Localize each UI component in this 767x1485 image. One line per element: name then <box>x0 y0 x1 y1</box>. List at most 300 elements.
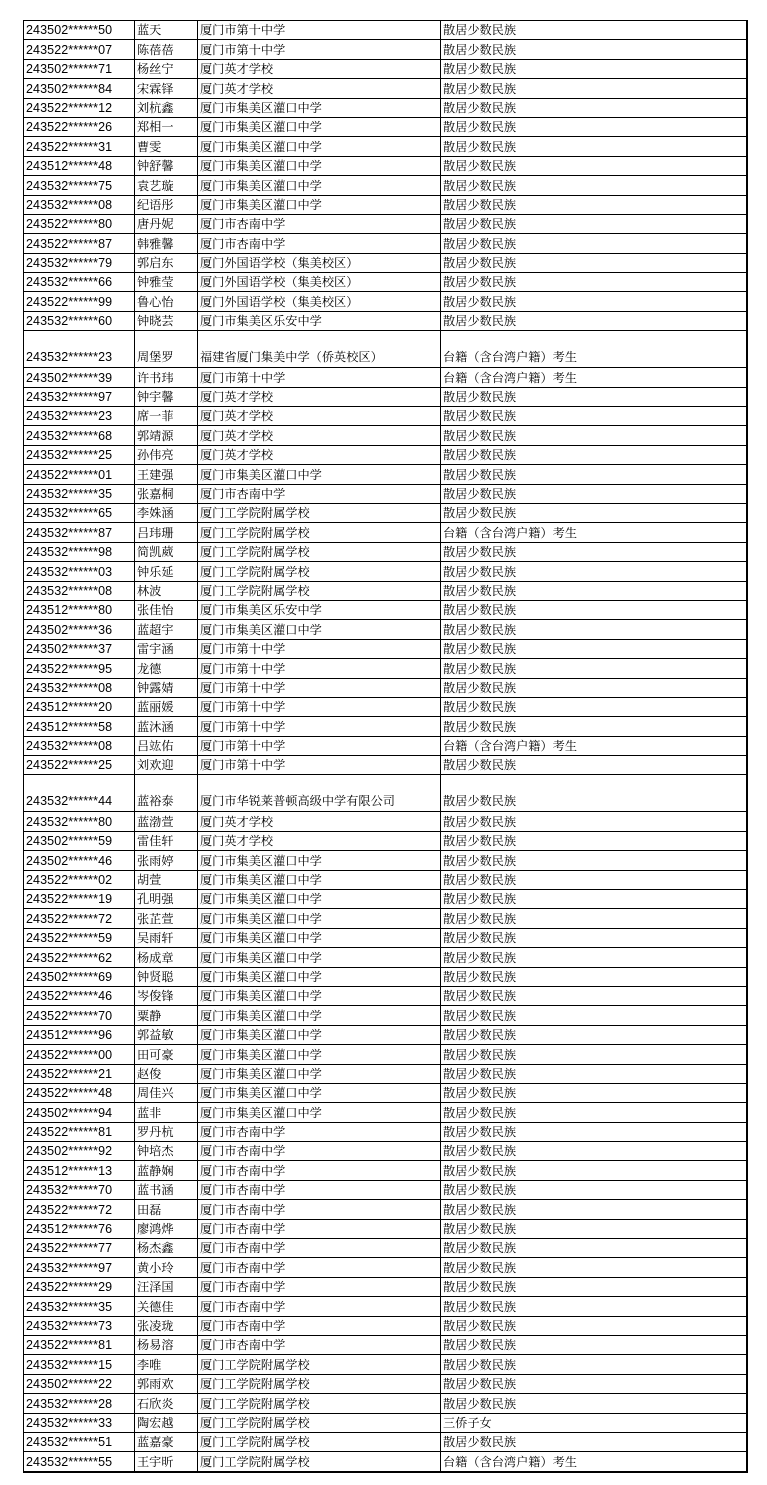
table-row <box>24 717 747 736</box>
table-row <box>24 523 747 542</box>
category-cell: 散居少数民族 <box>441 253 747 272</box>
school-name-cell: 厦门市杏南中学 <box>198 1336 441 1355</box>
student-id-cell: 243522******48 <box>24 1083 135 1102</box>
student-id-cell: 243502******22 <box>24 1374 135 1393</box>
student-name-cell: 蓝静娴 <box>135 1161 198 1180</box>
school-name-cell: 厦门市第十中学 <box>198 697 441 716</box>
school-name-cell: 厦门市集美区灌口中学 <box>198 195 441 214</box>
student-name-cell: 李姝涵 <box>135 503 198 522</box>
school-name-cell: 厦门市集美区灌口中学 <box>198 465 441 484</box>
table-row <box>24 1394 747 1413</box>
category-cell: 散居少数民族 <box>441 465 747 484</box>
school-name-cell: 厦门市集美区灌口中学 <box>198 1006 441 1025</box>
school-name-cell: 厦门市第十中学 <box>198 21 441 40</box>
category-cell: 散居少数民族 <box>441 1122 747 1141</box>
table-row <box>24 98 747 117</box>
table-row <box>24 986 747 1005</box>
student-name-cell: 石欣炎 <box>135 1394 198 1413</box>
student-name-cell: 钟培杰 <box>135 1142 198 1161</box>
table-row <box>24 387 747 406</box>
student-name-cell: 周佳兴 <box>135 1083 198 1102</box>
school-name-cell: 厦门英才学校 <box>198 79 441 98</box>
category-cell: 散居少数民族 <box>441 1006 747 1025</box>
table-row <box>24 426 747 445</box>
student-name-cell: 罗丹杭 <box>135 1122 198 1141</box>
student-name-cell: 简凯葳 <box>135 542 198 561</box>
school-name-cell: 厦门外国语学校（集美校区） <box>198 253 441 272</box>
school-name-cell: 厦门市集美区灌口中学 <box>198 117 441 136</box>
table-row <box>24 775 747 812</box>
school-name-cell: 厦门市集美区乐安中学 <box>198 311 441 330</box>
student-id-cell: 243522******31 <box>24 137 135 156</box>
student-name-cell: 廖鸿烨 <box>135 1219 198 1238</box>
student-id-cell: 243522******12 <box>24 98 135 117</box>
table-row <box>24 1374 747 1393</box>
category-cell: 散居少数民族 <box>441 890 747 909</box>
school-name-cell: 厦门工学院附属学校 <box>198 523 441 542</box>
school-name-cell: 厦门市集美区灌口中学 <box>198 986 441 1005</box>
table-row <box>24 831 747 850</box>
school-name-cell: 厦门英才学校 <box>198 59 441 78</box>
table-row <box>24 503 747 522</box>
school-name-cell: 厦门英才学校 <box>198 812 441 831</box>
school-name-cell: 厦门市第十中学 <box>198 368 441 387</box>
student-id-cell: 243532******79 <box>24 253 135 272</box>
category-cell: 散居少数民族 <box>441 620 747 639</box>
table-row <box>24 1413 747 1432</box>
student-name-cell: 岑俊锋 <box>135 986 198 1005</box>
school-name-cell: 厦门市杏南中学 <box>198 1180 441 1199</box>
school-name-cell: 厦门市第十中学 <box>198 639 441 658</box>
school-name-cell: 厦门市第十中学 <box>198 717 441 736</box>
student-name-cell: 袁艺璇 <box>135 176 198 195</box>
student-id-cell: 243512******13 <box>24 1161 135 1180</box>
student-name-cell: 张雨婷 <box>135 851 198 870</box>
category-cell: 散居少数民族 <box>441 851 747 870</box>
student-id-cell: 243512******96 <box>24 1025 135 1044</box>
school-name-cell: 厦门市集美区灌口中学 <box>198 967 441 986</box>
category-cell: 散居少数民族 <box>441 137 747 156</box>
student-name-cell: 蓝嘉豪 <box>135 1432 198 1451</box>
table-row <box>24 465 747 484</box>
roster-table <box>23 20 748 1473</box>
school-name-cell: 厦门市集美区灌口中学 <box>198 1083 441 1102</box>
student-id-cell: 243502******36 <box>24 620 135 639</box>
school-name-cell: 厦门英才学校 <box>198 445 441 464</box>
category-cell: 散居少数民族 <box>441 1258 747 1277</box>
student-name-cell: 孔明强 <box>135 890 198 909</box>
student-name-cell: 蓝沐涵 <box>135 717 198 736</box>
student-id-cell: 243522******72 <box>24 909 135 928</box>
category-cell: 散居少数民族 <box>441 117 747 136</box>
student-id-cell: 243532******08 <box>24 195 135 214</box>
table-row <box>24 195 747 214</box>
student-name-cell: 宋霖铎 <box>135 79 198 98</box>
table-row <box>24 736 747 755</box>
table-row <box>24 1200 747 1219</box>
table-row <box>24 1045 747 1064</box>
student-id-cell: 243522******72 <box>24 1200 135 1219</box>
table-row <box>24 176 747 195</box>
school-name-cell: 厦门市集美区灌口中学 <box>198 620 441 639</box>
student-id-cell: 243522******02 <box>24 870 135 889</box>
student-id-cell: 243522******29 <box>24 1277 135 1296</box>
table-row <box>24 620 747 639</box>
student-id-cell: 243522******70 <box>24 1006 135 1025</box>
table-row <box>24 484 747 503</box>
student-id-cell: 243532******23 <box>24 407 135 426</box>
student-name-cell: 陈蓓蓓 <box>135 40 198 59</box>
school-name-cell: 厦门工学院附属学校 <box>198 1452 441 1472</box>
table-row <box>24 870 747 889</box>
student-id-cell: 243532******23 <box>24 331 135 368</box>
student-id-cell: 243522******59 <box>24 928 135 947</box>
category-cell: 散居少数民族 <box>441 1432 747 1451</box>
school-name-cell: 厦门市杏南中学 <box>198 1297 441 1316</box>
table-row <box>24 368 747 387</box>
student-id-cell: 243522******80 <box>24 214 135 233</box>
student-id-cell: 243532******66 <box>24 273 135 292</box>
category-cell: 散居少数民族 <box>441 1200 747 1219</box>
student-name-cell: 蓝书涵 <box>135 1180 198 1199</box>
school-name-cell: 厦门市第十中学 <box>198 40 441 59</box>
school-name-cell: 厦门工学院附属学校 <box>198 503 441 522</box>
table-row <box>24 1258 747 1277</box>
student-name-cell: 张芷萱 <box>135 909 198 928</box>
category-cell: 散居少数民族 <box>441 98 747 117</box>
table-row <box>24 273 747 292</box>
student-id-cell: 243522******99 <box>24 292 135 311</box>
student-id-cell: 243522******21 <box>24 1064 135 1083</box>
school-name-cell: 厦门市杏南中学 <box>198 214 441 233</box>
table-row <box>24 812 747 831</box>
school-name-cell: 厦门市第十中学 <box>198 756 441 775</box>
school-name-cell: 厦门市杏南中学 <box>198 1142 441 1161</box>
student-id-cell: 243522******00 <box>24 1045 135 1064</box>
school-name-cell: 厦门市杏南中学 <box>198 1200 441 1219</box>
student-name-cell: 吕玮珊 <box>135 523 198 542</box>
category-cell: 散居少数民族 <box>441 1142 747 1161</box>
category-cell: 散居少数民族 <box>441 948 747 967</box>
category-cell: 散居少数民族 <box>441 407 747 426</box>
category-cell: 散居少数民族 <box>441 678 747 697</box>
table-row <box>24 331 747 368</box>
category-cell: 散居少数民族 <box>441 1336 747 1355</box>
student-id-cell: 243532******97 <box>24 1258 135 1277</box>
school-name-cell: 厦门英才学校 <box>198 407 441 426</box>
student-name-cell: 郭启东 <box>135 253 198 272</box>
category-cell: 台籍（含台湾户籍）考生 <box>441 736 747 755</box>
student-id-cell: 243532******35 <box>24 484 135 503</box>
table-row <box>24 59 747 78</box>
table-row <box>24 117 747 136</box>
school-name-cell: 厦门市杏南中学 <box>198 1122 441 1141</box>
category-cell: 散居少数民族 <box>441 639 747 658</box>
table-row <box>24 234 747 253</box>
student-id-cell: 243502******39 <box>24 368 135 387</box>
student-id-cell: 243532******55 <box>24 1452 135 1472</box>
table-row <box>24 948 747 967</box>
category-cell: 散居少数民族 <box>441 1316 747 1335</box>
table-row <box>24 756 747 775</box>
table-row <box>24 1006 747 1025</box>
table-row <box>24 156 747 175</box>
student-name-cell: 张佳怡 <box>135 600 198 619</box>
school-name-cell: 厦门市集美区灌口中学 <box>198 928 441 947</box>
school-name-cell: 福建省厦门集美中学（侨英校区） <box>198 331 441 368</box>
student-id-cell: 243522******25 <box>24 756 135 775</box>
student-name-cell: 黄小玲 <box>135 1258 198 1277</box>
student-name-cell: 纪语彤 <box>135 195 198 214</box>
table-row <box>24 1161 747 1180</box>
student-id-cell: 243502******59 <box>24 831 135 850</box>
table-row <box>24 1316 747 1335</box>
student-name-cell: 雷佳轩 <box>135 831 198 850</box>
student-id-cell: 243502******94 <box>24 1103 135 1122</box>
category-cell: 散居少数民族 <box>441 1025 747 1044</box>
table-row <box>24 311 747 330</box>
student-name-cell: 刘杭鑫 <box>135 98 198 117</box>
table-row <box>24 292 747 311</box>
category-cell: 散居少数民族 <box>441 195 747 214</box>
student-name-cell: 钟露婧 <box>135 678 198 697</box>
category-cell: 三侨子女 <box>441 1413 747 1432</box>
student-id-cell: 243522******77 <box>24 1239 135 1258</box>
table-row <box>24 659 747 678</box>
table-row <box>24 1064 747 1083</box>
table-row <box>24 890 747 909</box>
student-id-cell: 243532******33 <box>24 1413 135 1432</box>
student-name-cell: 孙伟亮 <box>135 445 198 464</box>
category-cell: 散居少数民族 <box>441 426 747 445</box>
school-name-cell: 厦门英才学校 <box>198 387 441 406</box>
table-row <box>24 1452 747 1472</box>
student-id-cell: 243512******20 <box>24 697 135 716</box>
table-row <box>24 1103 747 1122</box>
school-name-cell: 厦门工学院附属学校 <box>198 1413 441 1432</box>
category-cell: 散居少数民族 <box>441 831 747 850</box>
category-cell: 台籍（含台湾户籍）考生 <box>441 331 747 368</box>
student-id-cell: 243502******92 <box>24 1142 135 1161</box>
table-row <box>24 562 747 581</box>
student-name-cell: 钟贤聪 <box>135 967 198 986</box>
category-cell: 散居少数民族 <box>441 1277 747 1296</box>
student-name-cell: 赵俊 <box>135 1064 198 1083</box>
student-name-cell: 郭靖源 <box>135 426 198 445</box>
student-id-cell: 243502******69 <box>24 967 135 986</box>
category-cell: 散居少数民族 <box>441 503 747 522</box>
table-row <box>24 851 747 870</box>
category-cell: 散居少数民族 <box>441 909 747 928</box>
category-cell: 散居少数民族 <box>441 1180 747 1199</box>
student-name-cell: 郭益敏 <box>135 1025 198 1044</box>
table-row <box>24 407 747 426</box>
student-id-cell: 243532******68 <box>24 426 135 445</box>
category-cell: 散居少数民族 <box>441 1219 747 1238</box>
student-name-cell: 王建强 <box>135 465 198 484</box>
category-cell: 散居少数民族 <box>441 59 747 78</box>
student-id-cell: 243512******80 <box>24 600 135 619</box>
student-name-cell: 蓝非 <box>135 1103 198 1122</box>
student-name-cell: 唐丹妮 <box>135 214 198 233</box>
student-name-cell: 钟舒馨 <box>135 156 198 175</box>
school-name-cell: 厦门工学院附属学校 <box>198 1394 441 1413</box>
student-id-cell: 243522******07 <box>24 40 135 59</box>
school-name-cell: 厦门市集美区灌口中学 <box>198 98 441 117</box>
category-cell: 散居少数民族 <box>441 756 747 775</box>
school-name-cell: 厦门市集美区灌口中学 <box>198 1045 441 1064</box>
student-name-cell: 曹雯 <box>135 137 198 156</box>
student-name-cell: 龙德 <box>135 659 198 678</box>
school-name-cell: 厦门市集美区灌口中学 <box>198 1025 441 1044</box>
category-cell: 散居少数民族 <box>441 717 747 736</box>
category-cell: 散居少数民族 <box>441 1374 747 1393</box>
school-name-cell: 厦门市集美区灌口中学 <box>198 948 441 967</box>
category-cell: 散居少数民族 <box>441 273 747 292</box>
table-row <box>24 445 747 464</box>
school-name-cell: 厦门市集美区灌口中学 <box>198 870 441 889</box>
student-id-cell: 243532******08 <box>24 581 135 600</box>
student-id-cell: 243502******46 <box>24 851 135 870</box>
student-name-cell: 杨成章 <box>135 948 198 967</box>
roster-sheet <box>23 20 746 1473</box>
roster-table-body <box>24 21 747 1472</box>
student-name-cell: 蓝丽媛 <box>135 697 198 716</box>
category-cell: 散居少数民族 <box>441 79 747 98</box>
student-name-cell: 张嘉桐 <box>135 484 198 503</box>
category-cell: 散居少数民族 <box>441 1239 747 1258</box>
school-name-cell: 厦门工学院附属学校 <box>198 562 441 581</box>
student-id-cell: 243532******70 <box>24 1180 135 1199</box>
table-row <box>24 1219 747 1238</box>
category-cell: 散居少数民族 <box>441 697 747 716</box>
student-name-cell: 郑相一 <box>135 117 198 136</box>
school-name-cell: 厦门市第十中学 <box>198 678 441 697</box>
student-name-cell: 李唯 <box>135 1355 198 1374</box>
table-row <box>24 137 747 156</box>
student-name-cell: 席一菲 <box>135 407 198 426</box>
student-name-cell: 蓝裕泰 <box>135 775 198 812</box>
student-id-cell: 243522******26 <box>24 117 135 136</box>
student-name-cell: 钟乐延 <box>135 562 198 581</box>
school-name-cell: 厦门市集美区灌口中学 <box>198 156 441 175</box>
school-name-cell: 厦门市华锐莱普顿高级中学有限公司 <box>198 775 441 812</box>
student-name-cell: 杨杰鑫 <box>135 1239 198 1258</box>
table-row <box>24 1432 747 1451</box>
category-cell: 散居少数民族 <box>441 176 747 195</box>
student-id-cell: 243532******28 <box>24 1394 135 1413</box>
school-name-cell: 厦门市杏南中学 <box>198 1219 441 1238</box>
student-id-cell: 243532******35 <box>24 1297 135 1316</box>
category-cell: 散居少数民族 <box>441 1355 747 1374</box>
student-name-cell: 韩雅馨 <box>135 234 198 253</box>
table-row <box>24 1122 747 1141</box>
category-cell: 散居少数民族 <box>441 1083 747 1102</box>
category-cell: 散居少数民族 <box>441 562 747 581</box>
category-cell: 散居少数民族 <box>441 581 747 600</box>
school-name-cell: 厦门工学院附属学校 <box>198 1374 441 1393</box>
table-row <box>24 1336 747 1355</box>
student-name-cell: 蓝渤萱 <box>135 812 198 831</box>
school-name-cell: 厦门市集美区灌口中学 <box>198 909 441 928</box>
table-row <box>24 600 747 619</box>
category-cell: 散居少数民族 <box>441 1297 747 1316</box>
school-name-cell: 厦门工学院附属学校 <box>198 1355 441 1374</box>
student-name-cell: 胡萱 <box>135 870 198 889</box>
table-row <box>24 1142 747 1161</box>
school-name-cell: 厦门英才学校 <box>198 426 441 445</box>
student-id-cell: 243532******03 <box>24 562 135 581</box>
student-id-cell: 243532******25 <box>24 445 135 464</box>
school-name-cell: 厦门市杏南中学 <box>198 234 441 253</box>
student-id-cell: 243512******76 <box>24 1219 135 1238</box>
student-name-cell: 周堡罗 <box>135 331 198 368</box>
student-id-cell: 243532******65 <box>24 503 135 522</box>
school-name-cell: 厦门市集美区灌口中学 <box>198 1103 441 1122</box>
category-cell: 散居少数民族 <box>441 542 747 561</box>
table-row <box>24 1239 747 1258</box>
school-name-cell: 厦门市杏南中学 <box>198 1277 441 1296</box>
student-id-cell: 243532******44 <box>24 775 135 812</box>
category-cell: 散居少数民族 <box>441 21 747 40</box>
table-row <box>24 253 747 272</box>
student-id-cell: 243532******15 <box>24 1355 135 1374</box>
student-name-cell: 郭雨欢 <box>135 1374 198 1393</box>
table-row <box>24 678 747 697</box>
category-cell: 散居少数民族 <box>441 484 747 503</box>
school-name-cell: 厦门英才学校 <box>198 831 441 850</box>
student-name-cell: 钟雅莹 <box>135 273 198 292</box>
student-id-cell: 243522******62 <box>24 948 135 967</box>
school-name-cell: 厦门工学院附属学校 <box>198 581 441 600</box>
category-cell: 散居少数民族 <box>441 986 747 1005</box>
student-name-cell: 杨易溶 <box>135 1336 198 1355</box>
category-cell: 散居少数民族 <box>441 387 747 406</box>
table-row <box>24 639 747 658</box>
category-cell: 散居少数民族 <box>441 1394 747 1413</box>
school-name-cell: 厦门市集美区灌口中学 <box>198 851 441 870</box>
table-row <box>24 214 747 233</box>
category-cell: 散居少数民族 <box>441 659 747 678</box>
student-name-cell: 钟晓芸 <box>135 311 198 330</box>
category-cell: 散居少数民族 <box>441 775 747 812</box>
school-name-cell: 厦门市杏南中学 <box>198 1258 441 1277</box>
table-row <box>24 79 747 98</box>
student-id-cell: 243532******75 <box>24 176 135 195</box>
student-id-cell: 243522******81 <box>24 1122 135 1141</box>
school-name-cell: 厦门市杏南中学 <box>198 1161 441 1180</box>
school-name-cell: 厦门外国语学校（集美校区） <box>198 273 441 292</box>
category-cell: 散居少数民族 <box>441 870 747 889</box>
student-id-cell: 243522******81 <box>24 1336 135 1355</box>
category-cell: 散居少数民族 <box>441 928 747 947</box>
table-row <box>24 909 747 928</box>
student-name-cell: 汪泽国 <box>135 1277 198 1296</box>
student-id-cell: 243512******58 <box>24 717 135 736</box>
student-id-cell: 243532******80 <box>24 812 135 831</box>
student-id-cell: 243532******97 <box>24 387 135 406</box>
table-row <box>24 1277 747 1296</box>
student-name-cell: 田磊 <box>135 1200 198 1219</box>
school-name-cell: 厦门市集美区乐安中学 <box>198 600 441 619</box>
student-id-cell: 243522******95 <box>24 659 135 678</box>
student-id-cell: 243522******19 <box>24 890 135 909</box>
student-id-cell: 243502******71 <box>24 59 135 78</box>
category-cell: 台籍（含台湾户籍）考生 <box>441 368 747 387</box>
category-cell: 散居少数民族 <box>441 292 747 311</box>
table-row <box>24 1180 747 1199</box>
category-cell: 散居少数民族 <box>441 1064 747 1083</box>
